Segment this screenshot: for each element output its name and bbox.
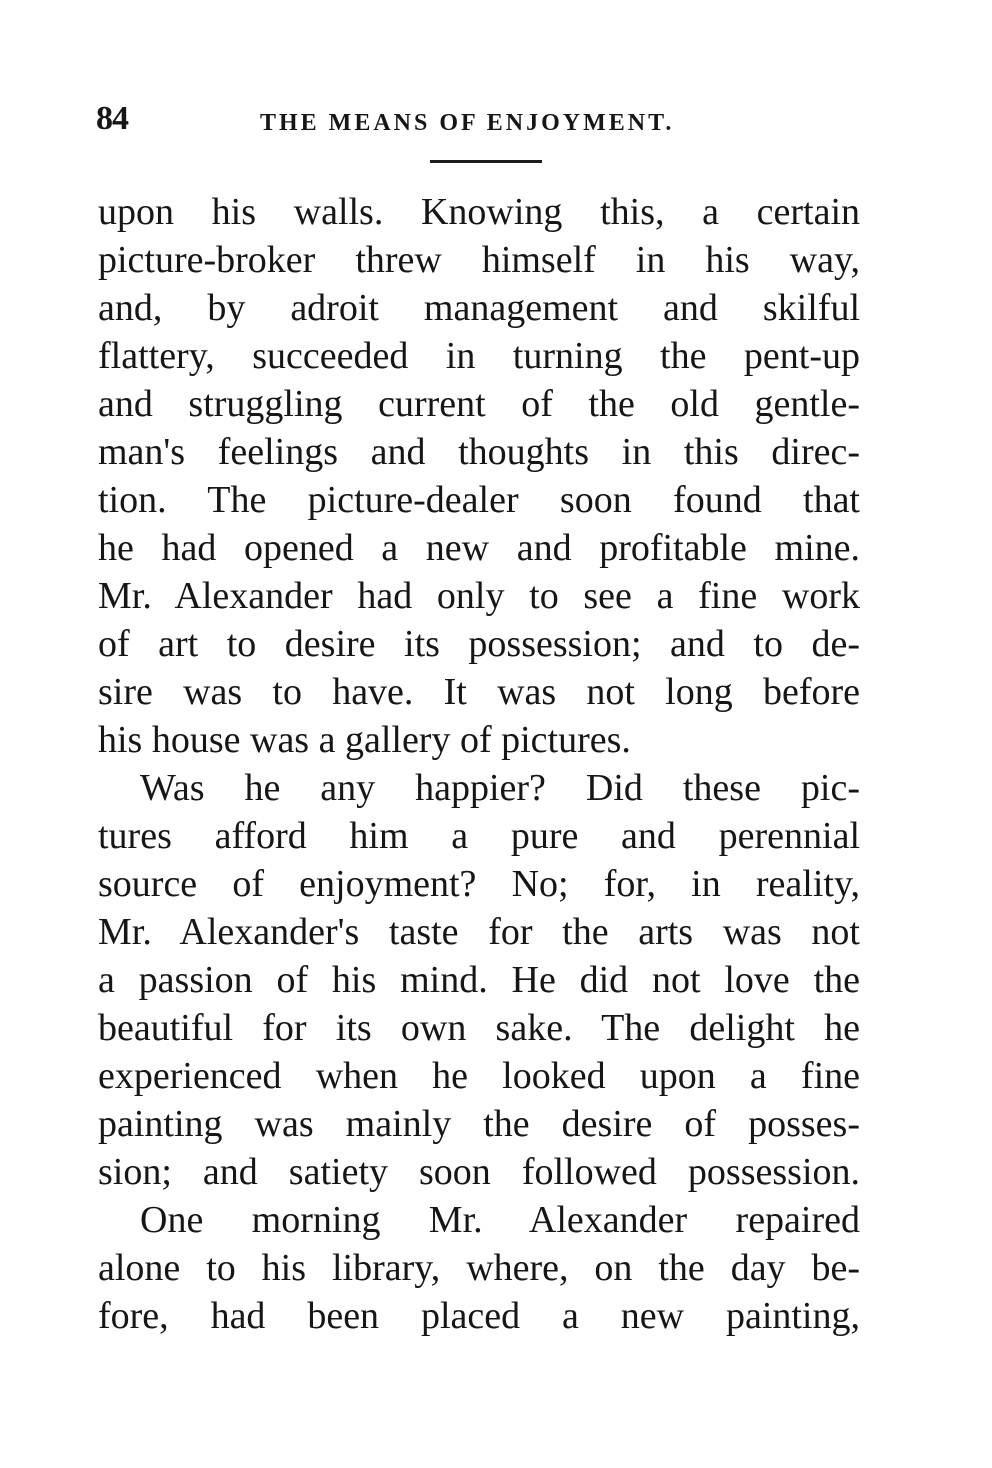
text-line: tures afford him a pure and perennial <box>98 815 860 857</box>
text-line: beautiful for its own sake. The delight he <box>98 1007 860 1049</box>
text-line: a passion of his mind. He did not love the <box>98 959 860 1001</box>
text-line: sion; and satiety soon followed possession. <box>98 1151 860 1193</box>
text-line: Mr. Alexander's taste for the arts was not <box>98 911 860 953</box>
text-line: and struggling current of the old gentle- <box>98 383 860 425</box>
body-text <box>98 188 860 1340</box>
text-line: upon his walls. Knowing this, a certain <box>98 191 860 233</box>
text-line: man's feelings and thoughts in this direc- <box>98 431 860 473</box>
text-line: and, by adroit management and skilful <box>98 287 860 329</box>
text-line: One morning Mr. Alexander repaired <box>140 1199 860 1241</box>
text-line: he had opened a new and profitable mine. <box>98 527 860 569</box>
text-line: flattery, succeeded in turning the pent-up <box>98 335 860 377</box>
page-header <box>96 100 856 144</box>
text-line: source of enjoyment? No; for, in reality, <box>98 863 860 905</box>
text-line: alone to his library, where, on the day be- <box>98 1247 860 1289</box>
text-line: fore, had been placed a new painting, <box>98 1295 860 1337</box>
text-line: painting was mainly the desire of posses- <box>98 1103 860 1145</box>
text-line: Mr. Alexander had only to see a fine work <box>98 575 860 617</box>
text-line: Was he any happier? Did these pic- <box>140 767 860 809</box>
text-line: experienced when he looked upon a fine <box>98 1055 860 1097</box>
header-rule <box>430 160 542 163</box>
page-number: 84 <box>96 100 128 137</box>
text-line: his house was a gallery of pictures. <box>98 719 631 761</box>
text-line: sire was to have. It was not long before <box>98 671 860 713</box>
text-line: picture-broker threw himself in his way, <box>98 239 860 281</box>
text-line: of art to desire its possession; and to de- <box>98 623 860 665</box>
text-line: tion. The picture-dealer soon found that <box>98 479 860 521</box>
running-title: THE MEANS OF ENJOYMENT. <box>260 110 675 136</box>
